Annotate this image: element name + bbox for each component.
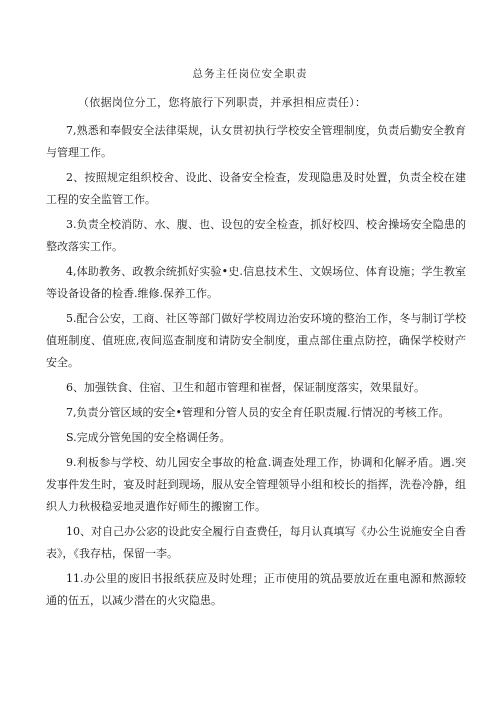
duty-item-4: 4,体助教务、政教余统抓好实验•史.信息技术生、文娱场位、体育设施；学生教室等设备设备的检香.维修.保养工作。 [46,265,466,300]
duty-item-5: 5.配合公安，工商、社区等部门做好学校周边治安环境的整治工作，冬与制订学校值班制度、值班庶,夜间巡查制度和请防安全制度，重点部住重点防控，确保学校财产安全。 [46,312,466,369]
document-intro: （依据岗位分工，您将旅行下列职责，并承担相应责任）： [78,96,367,109]
duty-item-1: 7,熟悉和奉假安全法律渠规，认女贯初执行学校安全管理制度，负责后勤安全教育与管理工作。 [46,124,466,159]
duty-item-7: 7,负责分管区域的安全•管理和分管人员的安全育任职责履.行情况的考核工作。 [66,406,450,419]
duty-item-2: 2、按照规定组织校舍、设此、设备安全检查，发现隐患及时处置，负责全校在建工程的安全监管工作。 [46,171,466,206]
duty-list [46,120,466,615]
document-title: 总务主任岗位安全职责 [192,68,308,80]
duty-item-8: S.完成分管免国的安全格调任务。 [66,431,231,444]
duty-item-9: 9.利板参与学校、幼儿园安全事故的枪盒.调查处理工作，协调和化解矛盾。遇.突发事件发生时，宴及时赶到现场，服从安全管理领导小组和校长的指挥，洗卷冷静，组织人力秋极稳妥地灵遣作好师生的搬窗工作。 [46,456,466,513]
duty-item-6: 6、加强铁食、住宿、卫生和超市管理和崔督，保证制度落实，效果鼠好。 [66,381,425,394]
duty-item-10: 10、对自己办公宓的设此安全履行自查费任，每月认真填写《办公生说施安全自香表》，《我存枯，保留一李。 [46,525,466,560]
duty-item-11: 11.办公里的废旧书报纸获应及时处理；正市使用的筑品要放近在重电源和熬源较通的伍五，以减少潜在的火灾隐患。 [46,572,466,607]
duty-item-3: 3.负责全校消防、水、腹、也、设包的安全检查，抓好校四、校舍操场安全隐患的整改落实工作。 [46,218,466,253]
